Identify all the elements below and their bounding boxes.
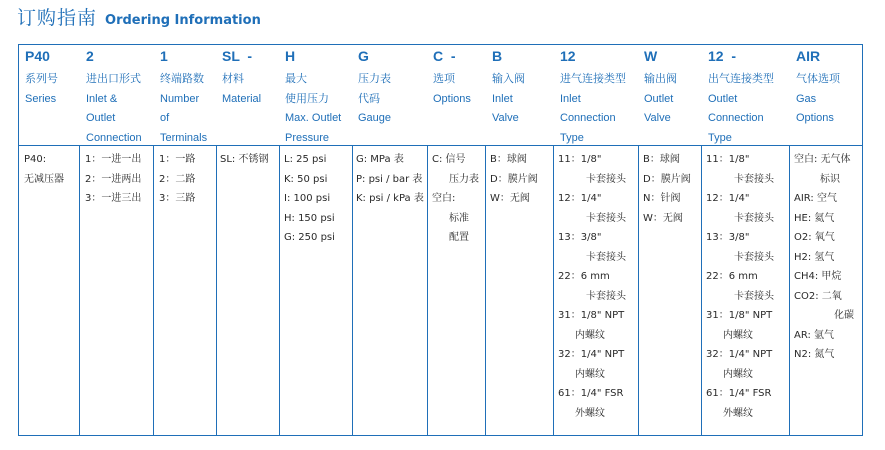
option-line: 空白: — [432, 193, 456, 204]
option-line: O2: 氧气 — [794, 232, 835, 243]
option-line: I: 100 psi — [284, 193, 331, 204]
column-description — [796, 70, 840, 129]
option-line: D：膜片阀 — [490, 173, 538, 185]
description-line: 进出口形式 — [86, 73, 141, 85]
column-divider — [701, 145, 702, 435]
description-line: 气体选项 — [796, 73, 840, 85]
description-line: Connection — [708, 112, 764, 124]
column-options — [356, 150, 424, 209]
option-line: 卡套接头 — [734, 290, 774, 302]
option-line: 22：6 mm — [558, 271, 610, 282]
option-line: 卡套接头 — [586, 251, 626, 263]
option-line: P40: — [24, 154, 47, 165]
option-line: 外螺纹 — [723, 407, 753, 419]
column-description — [560, 70, 626, 148]
column-options — [794, 150, 854, 365]
description-line: of — [160, 112, 170, 124]
column-description — [25, 70, 58, 109]
description-line: 终端路数 — [160, 73, 204, 85]
column-divider — [553, 145, 554, 435]
option-line: K: psi / kPa 表 — [356, 193, 424, 204]
description-line: Terminals — [160, 131, 208, 144]
option-line: K: 50 psi — [284, 173, 328, 185]
column-code: H — [285, 48, 296, 64]
column-options — [284, 150, 335, 248]
column-description — [222, 70, 261, 109]
description-line: 出气连接类型 — [708, 73, 774, 85]
option-line: 内螺纹 — [723, 368, 753, 380]
option-line: 2：一进两出 — [85, 173, 142, 185]
description-line: Valve — [492, 112, 519, 124]
option-line: B：球阀 — [643, 154, 680, 165]
title-chinese: 订购指南 — [17, 7, 98, 29]
option-line: 31：1/8" NPT — [706, 310, 773, 321]
option-line: 标识 — [820, 173, 840, 185]
description-line: Max. Outlet — [285, 112, 342, 124]
column-divider — [789, 145, 790, 435]
option-line: 11：1/8" — [558, 154, 602, 165]
option-line: CH4: 甲烷 — [794, 271, 842, 282]
description-line: 进气连接类型 — [560, 73, 626, 85]
option-line: 61：1/4" FSR — [558, 388, 624, 399]
description-line: 代码 — [358, 92, 380, 105]
option-line: G: MPa 表 — [356, 154, 404, 165]
option-line: AR: 氩气 — [794, 329, 835, 341]
option-line: W：无阀 — [643, 212, 683, 224]
description-line: 系列号 — [25, 73, 58, 85]
column-divider — [485, 145, 486, 435]
description-line: Valve — [644, 112, 671, 124]
option-line: 11：1/8" — [706, 154, 750, 165]
description-line: Gauge — [358, 112, 392, 124]
option-line: 13：3/8" — [558, 232, 602, 243]
description-line: Series — [25, 92, 57, 105]
option-line: 32：1/4" NPT — [558, 349, 625, 360]
option-line: 卡套接头 — [586, 212, 626, 224]
option-line: 1：一路 — [159, 154, 196, 165]
column-code: 1 — [160, 48, 168, 64]
column-options — [558, 150, 626, 423]
option-line: 卡套接头 — [734, 173, 774, 185]
column-description — [358, 70, 391, 129]
column-divider — [279, 145, 280, 435]
option-line: C: 信号 — [432, 154, 466, 165]
column-options — [24, 150, 64, 189]
option-line: H: 150 psi — [284, 212, 335, 224]
option-line: 3：一进三出 — [85, 193, 142, 204]
option-line: 空白: 无气体 — [794, 154, 851, 165]
option-line: 31：1/8" NPT — [558, 310, 625, 321]
column-code: 12 — [560, 48, 576, 64]
option-line: 1：一进一出 — [85, 154, 142, 165]
option-line: HE: 氦气 — [794, 212, 835, 224]
column-divider — [638, 145, 639, 435]
column-options — [706, 150, 774, 423]
option-line: SL: 不锈钢 — [220, 154, 269, 165]
option-line: 卡套接头 — [586, 173, 626, 185]
description-line: Type — [560, 131, 584, 144]
description-line: 输入阀 — [492, 73, 525, 85]
column-divider — [153, 145, 154, 435]
option-line: L: 25 psi — [284, 154, 327, 165]
column-options — [85, 150, 141, 209]
option-line: 无减压器 — [24, 173, 64, 185]
column-divider — [352, 145, 353, 435]
option-line: 13：3/8" — [706, 232, 750, 243]
column-options — [220, 150, 268, 170]
description-line: Connection — [560, 112, 616, 124]
description-line: Number — [160, 92, 200, 105]
column-code: B — [492, 48, 503, 64]
option-line: P: psi / bar 表 — [356, 173, 423, 185]
option-line: CO2: 二氧 — [794, 290, 842, 302]
column-code: W — [644, 48, 658, 64]
description-line: 材料 — [222, 73, 244, 85]
description-line: 输出阀 — [644, 73, 677, 85]
column-description — [433, 70, 471, 109]
option-line: H2: 氢气 — [794, 251, 835, 263]
description-line: 选项 — [433, 73, 455, 85]
option-line: 22：6 mm — [706, 271, 758, 282]
column-options — [432, 150, 479, 248]
description-line: 使用压力 — [285, 92, 329, 105]
column-options — [490, 150, 538, 209]
column-divider — [79, 145, 80, 435]
option-line: 内螺纹 — [575, 329, 605, 341]
column-options — [643, 150, 691, 228]
option-line: N：针阀 — [643, 193, 681, 204]
title-english: Ordering Information — [105, 13, 261, 28]
option-line: 压力表 — [449, 173, 479, 185]
option-line: 12：1/4" — [558, 193, 602, 204]
column-description — [285, 70, 341, 148]
description-line: Inlet — [560, 92, 581, 105]
column-code: G — [358, 48, 369, 64]
option-line: 61：1/4" FSR — [706, 388, 772, 399]
column-description — [492, 70, 525, 129]
option-line: B：球阀 — [490, 154, 527, 165]
option-line: 内螺纹 — [575, 368, 605, 380]
column-code: SL - — [222, 48, 253, 64]
column-code: 12 - — [708, 48, 737, 64]
option-line: 内螺纹 — [723, 329, 753, 341]
option-line: 12：1/4" — [706, 193, 750, 204]
option-line: 2：二路 — [159, 173, 196, 185]
option-line: 卡套接头 — [734, 212, 774, 224]
description-line: Outlet — [86, 112, 116, 124]
description-line: Inlet — [492, 92, 513, 105]
description-line: Inlet & — [86, 92, 118, 105]
column-code: 2 — [86, 48, 94, 64]
option-line: 外螺纹 — [575, 407, 605, 419]
option-line: 3：三路 — [159, 193, 196, 204]
option-line: 配置 — [449, 232, 469, 243]
column-divider — [216, 145, 217, 435]
column-code: C - — [433, 48, 456, 64]
column-description — [708, 70, 774, 148]
option-line: 化碳 — [834, 310, 854, 321]
option-line: AIR: 空气 — [794, 193, 837, 204]
column-description — [86, 70, 142, 148]
description-line: 压力表 — [358, 73, 391, 85]
column-code: AIR — [796, 48, 821, 64]
description-line: Outlet — [644, 92, 674, 105]
description-line: Material — [222, 92, 262, 105]
page-title — [17, 3, 261, 31]
column-options — [159, 150, 195, 209]
option-line: 标准 — [449, 212, 469, 224]
column-description — [644, 70, 677, 129]
description-line: Options — [796, 112, 834, 124]
option-line: W：无阀 — [490, 193, 530, 204]
description-line: Gas — [796, 92, 817, 105]
column-description — [160, 70, 207, 148]
description-line: Outlet — [708, 92, 738, 105]
description-line: 最大 — [285, 73, 307, 85]
column-code: P40 — [25, 48, 50, 64]
description-line: Options — [433, 92, 471, 105]
description-line: Type — [708, 131, 732, 144]
description-line: Connection — [86, 131, 142, 144]
option-line: 卡套接头 — [586, 290, 626, 302]
option-line: D：膜片阀 — [643, 173, 691, 185]
description-line: Pressure — [285, 131, 330, 144]
option-line: 32：1/4" NPT — [706, 349, 773, 360]
option-line: 卡套接头 — [734, 251, 774, 263]
option-line: N2: 氮气 — [794, 349, 835, 360]
option-line: G: 250 psi — [284, 232, 335, 243]
column-divider — [427, 145, 428, 435]
